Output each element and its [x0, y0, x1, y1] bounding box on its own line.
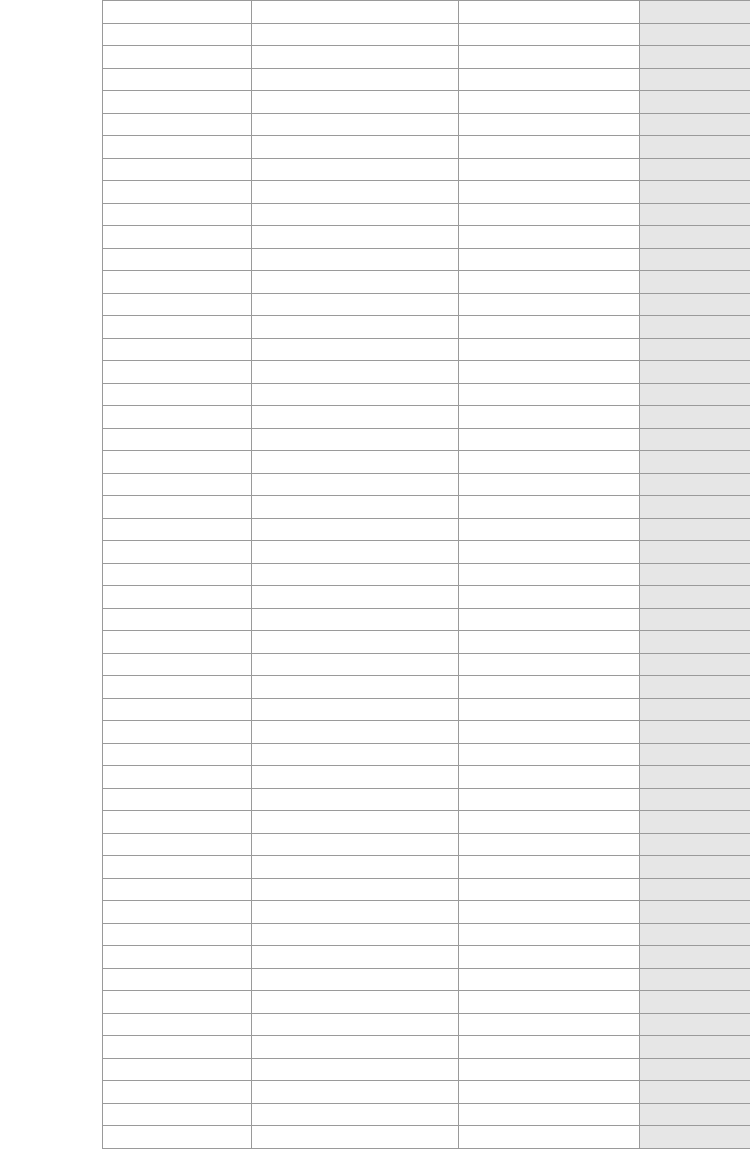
rank-cell — [640, 1, 750, 24]
table-row — [103, 608, 750, 631]
field-cell — [459, 473, 640, 496]
university-cell — [252, 203, 459, 226]
university-cell — [252, 406, 459, 429]
exam-history-cell — [103, 698, 252, 721]
rank-cell — [640, 136, 750, 159]
university-cell — [252, 46, 459, 69]
rank-cell — [640, 181, 750, 204]
field-cell — [459, 518, 640, 541]
field-cell — [459, 676, 640, 699]
exam-history-cell — [103, 856, 252, 879]
table-row — [103, 631, 750, 654]
exam-history-cell — [103, 1036, 252, 1059]
exam-history-cell — [103, 1, 252, 24]
table-row — [103, 23, 750, 46]
results-table-body — [103, 1, 750, 1149]
field-cell — [459, 608, 640, 631]
field-cell — [459, 878, 640, 901]
table-row — [103, 586, 750, 609]
university-cell — [252, 878, 459, 901]
university-cell — [252, 1, 459, 24]
field-cell — [459, 496, 640, 519]
university-cell — [252, 721, 459, 744]
table-row — [103, 788, 750, 811]
table-row — [103, 293, 750, 316]
exam-history-cell — [103, 248, 252, 271]
rank-cell — [640, 923, 750, 946]
university-cell — [252, 833, 459, 856]
university-cell — [252, 766, 459, 789]
rank-cell — [640, 1058, 750, 1081]
table-row — [103, 1103, 750, 1126]
table-row — [103, 901, 750, 924]
field-cell — [459, 968, 640, 991]
university-cell — [252, 1036, 459, 1059]
rank-cell — [640, 316, 750, 339]
university-cell — [252, 181, 459, 204]
results-table — [102, 0, 750, 1149]
field-cell — [459, 338, 640, 361]
rank-cell — [640, 158, 750, 181]
rank-cell — [640, 788, 750, 811]
university-cell — [252, 968, 459, 991]
field-cell — [459, 271, 640, 294]
field-cell — [459, 248, 640, 271]
table-row — [103, 991, 750, 1014]
field-cell — [459, 383, 640, 406]
rank-cell — [640, 248, 750, 271]
rank-cell — [640, 586, 750, 609]
table-row — [103, 496, 750, 519]
field-cell — [459, 833, 640, 856]
university-cell — [252, 1126, 459, 1149]
exam-history-cell — [103, 766, 252, 789]
university-cell — [252, 68, 459, 91]
rank-cell — [640, 743, 750, 766]
field-cell — [459, 1, 640, 24]
rank-cell — [640, 811, 750, 834]
exam-history-cell — [103, 743, 252, 766]
university-cell — [252, 923, 459, 946]
exam-history-cell — [103, 923, 252, 946]
rank-cell — [640, 541, 750, 564]
rank-cell — [640, 608, 750, 631]
rank-cell — [640, 1081, 750, 1104]
exam-history-cell — [103, 586, 252, 609]
exam-history-cell — [103, 518, 252, 541]
university-cell — [252, 608, 459, 631]
exam-history-cell — [103, 1103, 252, 1126]
exam-history-cell — [103, 136, 252, 159]
exam-history-cell — [103, 226, 252, 249]
exam-history-cell — [103, 181, 252, 204]
table-row — [103, 316, 750, 339]
table-row — [103, 698, 750, 721]
rank-cell — [640, 361, 750, 384]
rank-cell — [640, 271, 750, 294]
field-cell — [459, 1036, 640, 1059]
rank-cell — [640, 518, 750, 541]
field-cell — [459, 46, 640, 69]
field-cell — [459, 113, 640, 136]
table-row — [103, 203, 750, 226]
university-cell — [252, 518, 459, 541]
table-row — [103, 271, 750, 294]
rank-cell — [640, 631, 750, 654]
table-row — [103, 1013, 750, 1036]
field-cell — [459, 451, 640, 474]
table-row — [103, 46, 750, 69]
field-cell — [459, 653, 640, 676]
university-cell — [252, 743, 459, 766]
field-cell — [459, 293, 640, 316]
table-row — [103, 473, 750, 496]
exam-history-cell — [103, 383, 252, 406]
table-row — [103, 338, 750, 361]
rank-cell — [640, 496, 750, 519]
university-cell — [252, 338, 459, 361]
table-row — [103, 541, 750, 564]
exam-history-cell — [103, 293, 252, 316]
table-row — [103, 136, 750, 159]
rank-cell — [640, 946, 750, 969]
university-cell — [252, 91, 459, 114]
field-cell — [459, 1081, 640, 1104]
exam-history-cell — [103, 406, 252, 429]
exam-history-cell — [103, 451, 252, 474]
exam-history-cell — [103, 563, 252, 586]
field-cell — [459, 721, 640, 744]
exam-history-cell — [103, 901, 252, 924]
rank-cell — [640, 968, 750, 991]
field-cell — [459, 406, 640, 429]
rank-cell — [640, 698, 750, 721]
exam-history-cell — [103, 833, 252, 856]
table-row — [103, 766, 750, 789]
university-cell — [252, 946, 459, 969]
field-cell — [459, 856, 640, 879]
field-cell — [459, 563, 640, 586]
university-cell — [252, 653, 459, 676]
rank-cell — [640, 1013, 750, 1036]
exam-history-cell — [103, 428, 252, 451]
university-cell — [252, 136, 459, 159]
exam-history-cell — [103, 316, 252, 339]
table-row — [103, 518, 750, 541]
table-row — [103, 676, 750, 699]
rank-cell — [640, 653, 750, 676]
university-cell — [252, 158, 459, 181]
table-row — [103, 1036, 750, 1059]
university-cell — [252, 586, 459, 609]
table-row — [103, 361, 750, 384]
rank-cell — [640, 428, 750, 451]
exam-history-cell — [103, 1081, 252, 1104]
field-cell — [459, 946, 640, 969]
university-cell — [252, 1058, 459, 1081]
rank-cell — [640, 991, 750, 1014]
rank-cell — [640, 293, 750, 316]
table-row — [103, 721, 750, 744]
university-cell — [252, 428, 459, 451]
university-cell — [252, 248, 459, 271]
field-cell — [459, 226, 640, 249]
rank-cell — [640, 1036, 750, 1059]
table-row — [103, 406, 750, 429]
exam-history-cell — [103, 1126, 252, 1149]
field-cell — [459, 23, 640, 46]
table-row — [103, 946, 750, 969]
table-row — [103, 563, 750, 586]
table-row — [103, 226, 750, 249]
table-row — [103, 158, 750, 181]
field-cell — [459, 1103, 640, 1126]
field-cell — [459, 203, 640, 226]
exam-history-cell — [103, 158, 252, 181]
table-row — [103, 181, 750, 204]
exam-history-cell — [103, 541, 252, 564]
table-row — [103, 923, 750, 946]
university-cell — [252, 451, 459, 474]
exam-history-cell — [103, 968, 252, 991]
exam-history-cell — [103, 473, 252, 496]
field-cell — [459, 923, 640, 946]
rank-cell — [640, 203, 750, 226]
field-cell — [459, 698, 640, 721]
exam-history-cell — [103, 811, 252, 834]
exam-history-cell — [103, 991, 252, 1014]
university-cell — [252, 1081, 459, 1104]
university-cell — [252, 991, 459, 1014]
exam-history-cell — [103, 878, 252, 901]
rank-cell — [640, 676, 750, 699]
field-cell — [459, 811, 640, 834]
field-cell — [459, 631, 640, 654]
table-row — [103, 113, 750, 136]
exam-history-cell — [103, 496, 252, 519]
rank-cell — [640, 833, 750, 856]
rank-cell — [640, 1126, 750, 1149]
exam-history-cell — [103, 68, 252, 91]
university-cell — [252, 901, 459, 924]
university-cell — [252, 23, 459, 46]
table-row — [103, 1126, 750, 1149]
university-cell — [252, 1103, 459, 1126]
exam-history-cell — [103, 676, 252, 699]
rank-cell — [640, 878, 750, 901]
rank-cell — [640, 766, 750, 789]
exam-history-cell — [103, 946, 252, 969]
field-cell — [459, 1013, 640, 1036]
university-cell — [252, 383, 459, 406]
table-row — [103, 653, 750, 676]
university-cell — [252, 563, 459, 586]
university-cell — [252, 226, 459, 249]
university-cell — [252, 271, 459, 294]
rank-cell — [640, 406, 750, 429]
field-cell — [459, 991, 640, 1014]
rank-cell — [640, 91, 750, 114]
exam-history-cell — [103, 653, 252, 676]
field-cell — [459, 136, 640, 159]
exam-history-cell — [103, 338, 252, 361]
table-row — [103, 91, 750, 114]
table-row — [103, 428, 750, 451]
rank-cell — [640, 338, 750, 361]
exam-history-cell — [103, 271, 252, 294]
table-row — [103, 68, 750, 91]
rank-cell — [640, 383, 750, 406]
rank-cell — [640, 46, 750, 69]
exam-history-cell — [103, 1058, 252, 1081]
exam-history-cell — [103, 23, 252, 46]
field-cell — [459, 743, 640, 766]
field-cell — [459, 788, 640, 811]
table-row — [103, 833, 750, 856]
university-cell — [252, 361, 459, 384]
field-cell — [459, 181, 640, 204]
field-cell — [459, 766, 640, 789]
field-cell — [459, 158, 640, 181]
university-cell — [252, 631, 459, 654]
rank-cell — [640, 23, 750, 46]
exam-history-cell — [103, 721, 252, 744]
university-cell — [252, 293, 459, 316]
rank-cell — [640, 113, 750, 136]
table-row — [103, 1, 750, 24]
exam-history-cell — [103, 203, 252, 226]
university-cell — [252, 698, 459, 721]
exam-history-cell — [103, 91, 252, 114]
exam-history-cell — [103, 1013, 252, 1036]
university-cell — [252, 788, 459, 811]
field-cell — [459, 316, 640, 339]
exam-history-cell — [103, 46, 252, 69]
university-cell — [252, 113, 459, 136]
rank-cell — [640, 1103, 750, 1126]
exam-history-cell — [103, 361, 252, 384]
university-cell — [252, 473, 459, 496]
rank-cell — [640, 901, 750, 924]
rank-cell — [640, 473, 750, 496]
university-cell — [252, 676, 459, 699]
table-row — [103, 1081, 750, 1104]
field-cell — [459, 586, 640, 609]
table-row — [103, 743, 750, 766]
table-row — [103, 968, 750, 991]
table-row — [103, 856, 750, 879]
rank-cell — [640, 226, 750, 249]
table-row — [103, 1058, 750, 1081]
field-cell — [459, 91, 640, 114]
rank-cell — [640, 68, 750, 91]
university-cell — [252, 811, 459, 834]
table-row — [103, 383, 750, 406]
table-row — [103, 811, 750, 834]
university-cell — [252, 541, 459, 564]
rank-cell — [640, 451, 750, 474]
university-cell — [252, 1013, 459, 1036]
rank-cell — [640, 563, 750, 586]
university-cell — [252, 316, 459, 339]
table-row — [103, 451, 750, 474]
field-cell — [459, 1058, 640, 1081]
field-cell — [459, 541, 640, 564]
field-cell — [459, 68, 640, 91]
university-cell — [252, 496, 459, 519]
rank-cell — [640, 856, 750, 879]
university-cell — [252, 856, 459, 879]
exam-history-cell — [103, 113, 252, 136]
field-cell — [459, 361, 640, 384]
rank-cell — [640, 721, 750, 744]
exam-history-cell — [103, 608, 252, 631]
exam-history-cell — [103, 788, 252, 811]
field-cell — [459, 1126, 640, 1149]
field-cell — [459, 428, 640, 451]
table-row — [103, 248, 750, 271]
table-row — [103, 878, 750, 901]
exam-history-cell — [103, 631, 252, 654]
field-cell — [459, 901, 640, 924]
